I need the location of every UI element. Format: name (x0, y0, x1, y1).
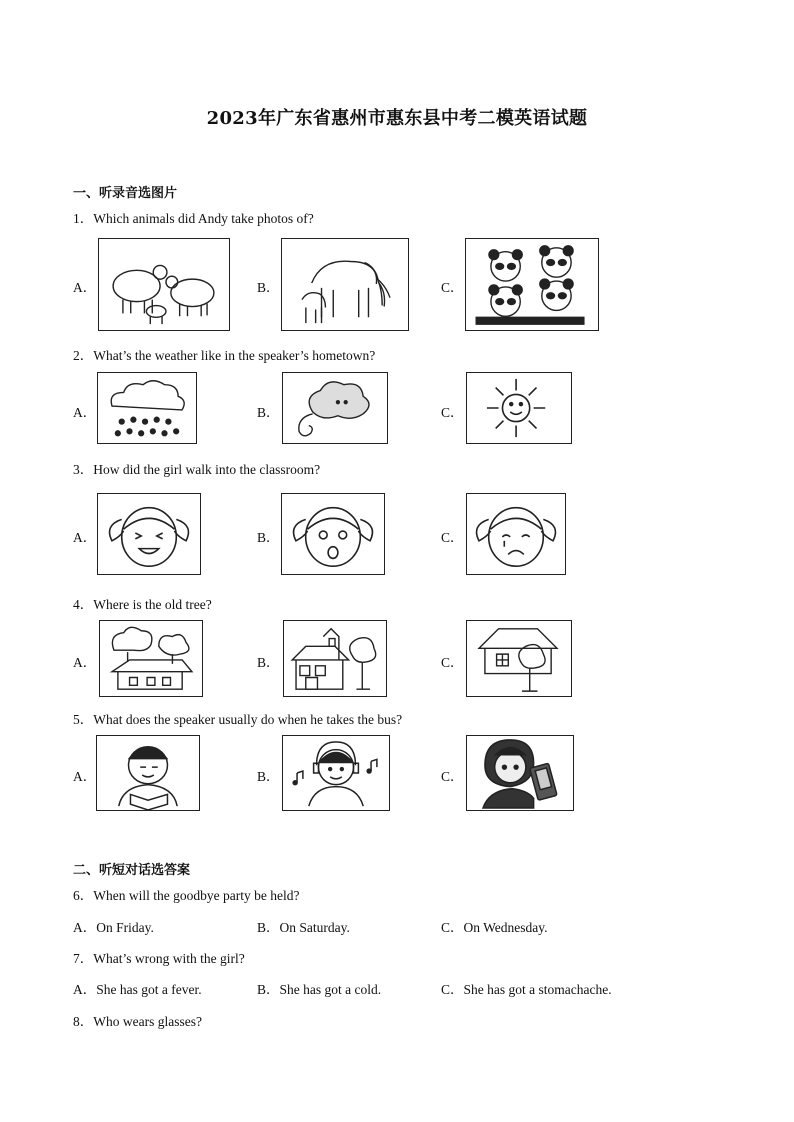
option-label-c[interactable]: C． (441, 655, 464, 670)
section-heading-short-dialogues: 二、听短对话选答案 (73, 863, 191, 878)
sad-girl-image[interactable] (466, 493, 566, 575)
option-c[interactable]: C．She has got a stomachache. (441, 982, 612, 997)
option-label-c[interactable]: C． (441, 280, 464, 295)
question-7: 7．What’s wrong with the girl? (73, 951, 245, 966)
option-b[interactable]: B．She has got a cold. (257, 982, 382, 997)
question-8: 8．Who wears glasses? (73, 1014, 202, 1029)
boy-music-image[interactable] (282, 735, 390, 811)
option-label-b[interactable]: B． (257, 405, 280, 420)
option-c[interactable]: C．On Wednesday. (441, 920, 548, 935)
option-label-a[interactable]: A． (73, 655, 97, 670)
sheep-image[interactable] (98, 238, 230, 331)
question-5: 5．What does the speaker usually do when he takes the bus? (73, 712, 403, 727)
option-label-a[interactable]: A． (73, 769, 97, 784)
option-b[interactable]: B．On Saturday. (257, 920, 350, 935)
option-label-b[interactable]: B． (257, 280, 280, 295)
question-4: 4．Where is the old tree? (73, 597, 212, 612)
option-label-c[interactable]: C． (441, 769, 464, 784)
happy-girl-image[interactable] (97, 493, 201, 575)
house-trees-behind-image[interactable] (99, 620, 203, 697)
surprised-girl-image[interactable] (281, 493, 385, 575)
question-2: 2．What’s the weather like in the speaker’s hometown? (73, 348, 376, 363)
panda-image[interactable] (465, 238, 599, 331)
option-label-b[interactable]: B． (257, 655, 280, 670)
question-3: 3．How did the girl walk into the classroom? (73, 462, 321, 477)
option-label-a[interactable]: A． (73, 405, 97, 420)
question-1: 1．Which animals did Andy take photos of? (73, 211, 314, 226)
option-label-a[interactable]: A． (73, 280, 97, 295)
option-label-a[interactable]: A． (73, 530, 97, 545)
boy-phone-image[interactable] (466, 735, 574, 811)
boy-reading-image[interactable] (96, 735, 200, 811)
house-tree-front-image[interactable] (466, 620, 572, 697)
section-heading-listening-pictures: 一、听录音选图片 (73, 186, 178, 201)
option-label-b[interactable]: B． (257, 530, 280, 545)
option-label-c[interactable]: C． (441, 405, 464, 420)
house-tree-right-image[interactable] (283, 620, 387, 697)
page-title: 2023年广东省惠州市惠东县中考二模英语试题 (206, 108, 588, 129)
question-6: 6．When will the goodbye party be held? (73, 888, 300, 903)
sun-image[interactable] (466, 372, 572, 444)
option-a[interactable]: A．She has got a fever. (73, 982, 202, 997)
option-label-b[interactable]: B． (257, 769, 280, 784)
elephant-image[interactable] (281, 238, 409, 331)
windy-cloud-image[interactable] (282, 372, 388, 444)
rain-cloud-image[interactable] (97, 372, 197, 444)
option-a[interactable]: A．On Friday. (73, 920, 154, 935)
option-label-c[interactable]: C． (441, 530, 464, 545)
